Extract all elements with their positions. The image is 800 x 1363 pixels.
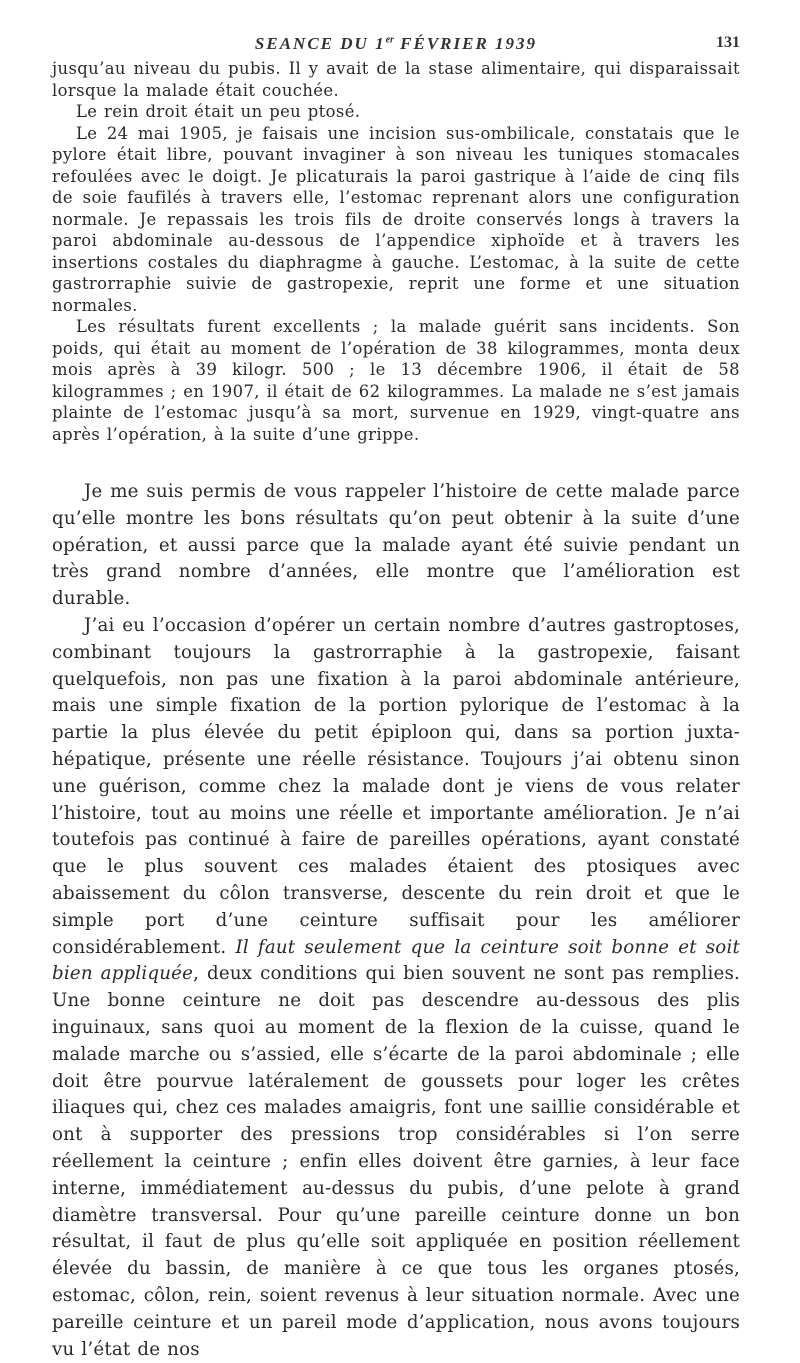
session-title-superscript: er xyxy=(385,34,394,46)
discussion-paragraph-2-emphasis: Il faut seulement que la ceinture soit bonne et soit bien appliquée xyxy=(52,936,740,985)
case-paragraph-kidney: Le rein droit était un peu ptosé. xyxy=(76,102,361,121)
discussion-paragraph-2-start: J’ai eu l’occasion d’opérer un certain nombre d’autres gastroptoses, combinant toujours la gastrorraphie à la gastropexie, faisant quelquefois, non pas une fixation à la paroi abdominale antérieure, mais une simple fixation de la portion pylorique de l’estomac à la partie la plus élevée du petit épiploon qui, dans sa portion juxta-hépatique, présente une réelle résistance. Toujours j’ai obtenu sinon une guérison, comme chez la malade dont je viens de vous relater l’histoire, tout au moins une réelle et importante amélioration. Je n’ai toutefois pas continué à faire de pareilles opérations, ayant constaté que le plus souvent ces malades étaient des ptosiques avec abaissement du côlon transverse, descente du rein droit et que le simple port d’une ceinture suffisait pour les améliorer considérablement. xyxy=(52,614,740,958)
discussion-paragraph-2-end: , deux conditions qui bien souvent ne sont pas remplies. Une bonne ceinture ne doit pas descendre au-dessous des plis inguinaux, sans quoi au moment de la flexion de la cuisse, quand le malade marche ou s’assied, elle s’écarte de la paroi abdominale ; elle doit être pourvue latéralement de goussets pour loger les crêtes iliaques qui, chez ces malades amaigris, font une saillie considérable et ont à supporter des pressions trop considérables si l’on serre réellement la ceinture ; enfin elles doivent être garnies, à leur face interne, immédiatement au-dessus du pubis, d’une pelote à grand diamètre transversal. Pour qu’une pareille ceinture donne un bon résultat, il faut de plus qu’elle soit appliquée en position réellement élevée du bassin, de manière à ce que tous les organes ptosés, estomac, côlon, rein, soient revenus à leur situation normale. Avec une pareille ceinture et un pareil mode d’application, nous avons toujours vu l’état de nos xyxy=(52,963,740,1360)
case-paragraph-results: Les résultats furent excellents ; la malade guérit sans incidents. Son poids, qui était au moment de l’opération de 38 kilogrammes, monta deux mois après à 39 kilogr. 500 ; le 13 décembre 1906, il était de 58 kilogrammes ; en 1907, il était de 62 kilogrammes. La malade ne s’est jamais plainte de l’estomac jusqu’à sa mort, survenue en 1929, vingt-quatre ans après l’opération, à la suite d’une grippe. xyxy=(52,317,740,444)
case-report-section xyxy=(52,58,740,445)
running-header xyxy=(52,32,740,58)
session-title-main: SEANCE DU 1 xyxy=(254,34,386,53)
page-number: 131 xyxy=(716,34,740,51)
case-paragraph-continuation: jusqu’au niveau du pubis. Il y avait de la stase alimentaire, qui disparaissait lorsque la malade était couchée. xyxy=(52,59,740,100)
discussion-paragraph-2 xyxy=(52,613,740,1363)
session-title-date: FÉVRIER 1939 xyxy=(393,34,538,53)
case-paragraph-operation: Le 24 mai 1905, je faisais une incision sus-ombilicale, constatais que le pylore était libre, pouvant invaginer à son niveau les tuniques stomacales refoulées avec le doigt. Je plicaturais la paroi gastrique à l’aide de cinq fils de soie faufilés à travers elle, l’estomac reprenant alors une configuration normale. Je repassais les trois fils de droite conservés longs à travers la paroi abdominale au-dessous de l’appendice xiphoïde et à travers les insertions costales du diaphragme à gauche. L’estomac, à la suite de cette gastrorraphie suivie de gastropexie, reprit une forme et une situation normales. xyxy=(52,123,740,315)
discussion-section xyxy=(52,479,740,1363)
document-page xyxy=(52,32,740,1363)
session-title xyxy=(52,34,740,54)
discussion-paragraph-1: Je me suis permis de vous rappeler l’histoire de cette malade parce qu’elle montre les bons résultats qu’on peut obtenir à la suite d’une opération, et aussi parce que la malade ayant été suivie pendant un très grand nombre d’années, elle montre que l’amélioration est durable. xyxy=(52,481,740,610)
